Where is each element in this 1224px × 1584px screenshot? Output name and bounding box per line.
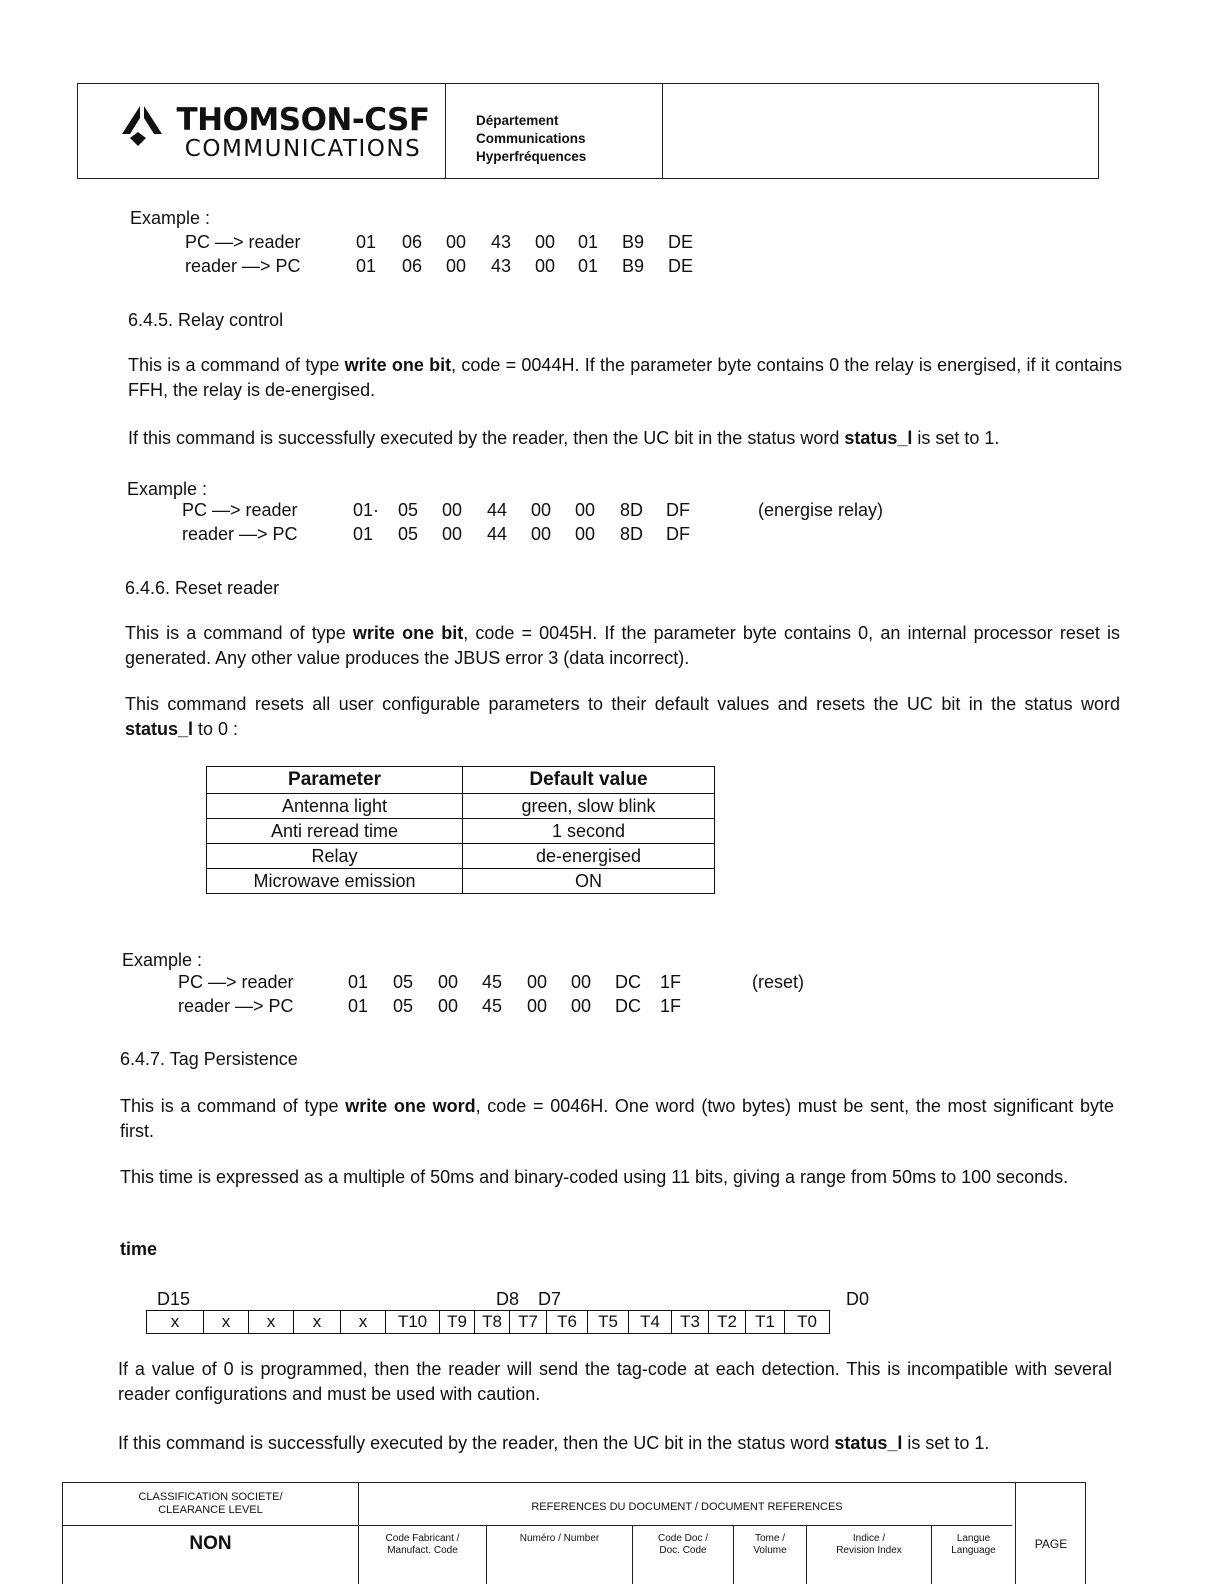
time-label: time — [120, 1239, 158, 1259]
section-6-4-7-para-4: If this command is successfully executed by the reader, then the UC bit in the status word status_l is set to 1. — [118, 1433, 990, 1453]
section-6-4-7-para-3: If a value of 0 is programmed, then the reader will send the tag-code at each detection. This is incompatible with several reader configurations and must be used with caution. — [118, 1359, 1112, 1404]
brand-sub: COMMUNICATIONS — [184, 136, 422, 162]
table-cell: Antenna light — [207, 794, 463, 819]
table-header-row — [207, 767, 715, 794]
bit-cell: T3 — [672, 1311, 709, 1334]
table-row — [147, 1311, 830, 1334]
classification-value: NON — [189, 1533, 232, 1554]
table-row — [207, 819, 715, 844]
company-logo — [118, 104, 430, 162]
section-6-4-6-heading: 6.4.6. Reset reader — [125, 578, 280, 598]
footer-col-language: Langue Language — [951, 1533, 996, 1556]
default-parameters-table — [206, 766, 715, 894]
section-6-4-6-para-1: This is a command of type write one bit, code = 0045H. If the parameter byte contains 0, an internal processor reset is generated. Any other value produces the JBUS error 3 (data incorrect). — [125, 623, 1120, 668]
document-footer — [62, 1482, 1086, 1584]
example-3-row-1: PC —> reader 01 05 00 45 00 00 DC 1F (reset) — [178, 972, 805, 992]
example-1-row-1: PC —> reader 01 06 00 43 00 01 B9 DE — [185, 232, 694, 252]
table-row — [207, 794, 715, 819]
bit-cell: x — [341, 1311, 386, 1334]
example-2-label: Example : — [127, 479, 208, 499]
table-cell: Anti reread time — [207, 819, 463, 844]
bit-cell: T8 — [475, 1311, 510, 1334]
bit-cell: T10 — [386, 1311, 440, 1334]
table-row — [207, 869, 715, 894]
footer-page-label: PAGE — [1034, 1537, 1068, 1551]
table-header-cell: Parameter — [207, 767, 463, 794]
brand-main: THOMSON-CSF — [176, 102, 430, 138]
thomson-logo-icon — [118, 104, 166, 155]
footer-col-number: Numéro / Number — [519, 1533, 600, 1544]
section-6-4-5-para-1: This is a command of type write one bit, code = 0044H. If the parameter byte contains 0 the relay is energised, if it contains FFH, the relay is de-energised. — [128, 355, 1122, 400]
table-cell: de-energised — [463, 844, 715, 869]
bit-cell: T5 — [588, 1311, 629, 1334]
section-6-4-5-para-2: If this command is successfully executed by the reader, then the UC bit in the status word status_l is set to 1. — [128, 428, 1000, 448]
bit-label-d8: D8 — [496, 1289, 520, 1309]
document-header — [77, 83, 1099, 179]
bit-cell: x — [147, 1311, 204, 1334]
section-6-4-6-para-2: This command resets all user configurable parameters to their default values and resets the UC bit in the status word status_l to 0 : — [125, 694, 1120, 739]
bit-cell: T9 — [440, 1311, 475, 1334]
bit-cell: T7 — [510, 1311, 547, 1334]
document-references-label: REFERENCES DU DOCUMENT / DOCUMENT REFERENCES — [531, 1501, 843, 1513]
example-2-row-2: reader —> PC 01 05 00 44 00 00 8D DF — [182, 524, 690, 544]
example-1-row-2: reader —> PC 01 06 00 43 00 01 B9 DE — [185, 256, 694, 276]
table-header-cell: Default value — [463, 767, 715, 794]
bit-cell: x — [204, 1311, 249, 1334]
section-6-4-7-para-1: This is a command of type write one word, code = 0046H. One word (two bytes) must be sent, the most significant byte first. — [120, 1096, 1114, 1141]
footer-col-doc-code: Code Doc / Doc. Code — [657, 1533, 709, 1556]
department: Département Communications Hyperfréquences — [476, 113, 587, 164]
example-3-label: Example : — [122, 950, 203, 970]
bit-cell: x — [249, 1311, 294, 1334]
time-bit-table — [146, 1310, 830, 1334]
bit-cell: x — [294, 1311, 341, 1334]
bit-cell: T4 — [629, 1311, 672, 1334]
table-row — [207, 844, 715, 869]
section-6-4-5-heading: 6.4.5. Relay control — [128, 310, 284, 330]
footer-col-volume: Tome / Volume — [753, 1533, 787, 1556]
bit-cell: T1 — [746, 1311, 785, 1334]
example-3-row-2: reader —> PC 01 05 00 45 00 00 DC 1F — [178, 996, 682, 1016]
bit-cell: T0 — [785, 1311, 830, 1334]
bit-cell: T2 — [709, 1311, 746, 1334]
bit-label-d15: D15 — [157, 1289, 191, 1309]
classification-label: CLASSIFICATION SOCIETE/ CLEARANCE LEVEL — [138, 1491, 283, 1516]
table-cell: Microwave emission — [207, 869, 463, 894]
bit-label-d7: D7 — [538, 1289, 562, 1309]
section-6-4-7-heading: 6.4.7. Tag Persistence — [120, 1049, 298, 1069]
example-2-row-1: PC —> reader 01· 05 00 44 00 00 8D DF (energise relay) — [182, 500, 884, 520]
bit-cell: T6 — [547, 1311, 588, 1334]
table-cell: green, slow blink — [463, 794, 715, 819]
table-cell: Relay — [207, 844, 463, 869]
footer-col-revision: Indice / Revision Index — [836, 1533, 902, 1556]
section-6-4-7-para-2: This time is expressed as a multiple of 50ms and binary-coded using 11 bits, giving a range from 50ms to 100 seconds. — [120, 1167, 1069, 1187]
footer-col-manufact: Code Fabricant / Manufact. Code — [385, 1533, 460, 1556]
table-cell: 1 second — [463, 819, 715, 844]
bit-label-d0: D0 — [846, 1289, 870, 1309]
table-cell: ON — [463, 869, 715, 894]
example-1-label: Example : — [130, 208, 211, 228]
